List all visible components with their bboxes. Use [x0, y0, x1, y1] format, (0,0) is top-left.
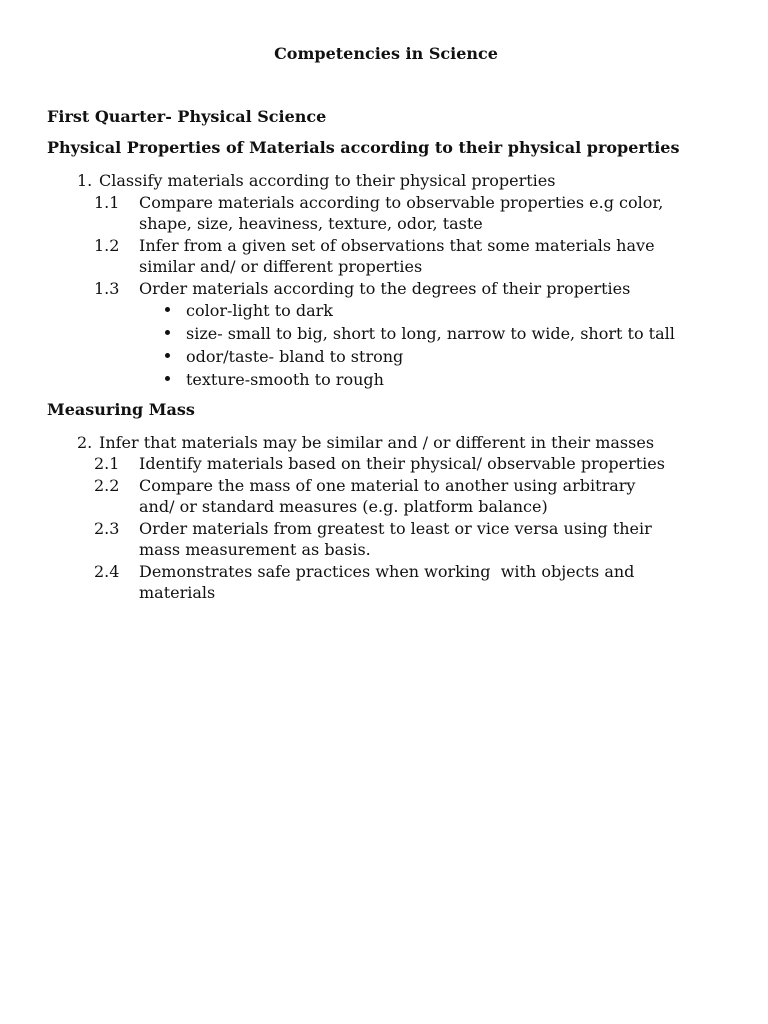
- section1-heading: Physical Properties of Materials according to their physical properties: [47, 138, 680, 157]
- subitem-2-4-line-1: Demonstrates safe practices when working with objects and: [139, 562, 635, 581]
- subitem-2-2-number: 2.2: [94, 476, 120, 495]
- subitem-2-4-line-2: materials: [139, 583, 216, 602]
- subitem-1-1-line-1: Compare materials according to observable properties e.g color,: [139, 193, 664, 212]
- subitem-2-1-number: 2.1: [94, 454, 120, 473]
- subitem-2-4-number: 2.4: [94, 562, 120, 581]
- subitem-2-2-line-1: Compare the mass of one material to another using arbitrary: [139, 476, 636, 495]
- subitem-1-3-line-1: Order materials according to the degrees of their properties: [139, 279, 631, 298]
- subitem-1-2-number: 1.2: [94, 236, 120, 255]
- document-title: Competencies in Science: [274, 44, 498, 63]
- subitem-2-3-number: 2.3: [94, 519, 120, 538]
- bullet-item: color-light to dark: [186, 301, 333, 320]
- item-1-number: 1.: [77, 171, 93, 190]
- subitem-1-3-number: 1.3: [94, 279, 120, 298]
- subitem-1-2-line-1: Infer from a given set of observations that some materials have: [139, 236, 655, 255]
- quarter-heading: First Quarter- Physical Science: [47, 107, 327, 126]
- bullet-item: size- small to big, short to long, narrow to wide, short to tall: [186, 324, 675, 343]
- subitem-1-1-number: 1.1: [94, 193, 120, 212]
- subitem-2-3-line-2: mass measurement as basis.: [139, 540, 371, 559]
- bullet-marker: [165, 330, 170, 335]
- subitem-1-1-line-2: shape, size, heaviness, texture, odor, taste: [139, 214, 483, 233]
- subitem-1-2-line-2: similar and/ or different properties: [139, 257, 423, 276]
- subitem-2-1-line-1: Identify materials based on their physical/ observable properties: [139, 454, 665, 473]
- section2-heading: Measuring Mass: [47, 400, 195, 419]
- item-2-number: 2.: [77, 433, 93, 452]
- bullet-item: odor/taste- bland to strong: [186, 347, 404, 366]
- bullet-marker: [165, 376, 170, 381]
- item-2-text: Infer that materials may be similar and / or different in their masses: [99, 433, 655, 452]
- subitem-2-3-line-1: Order materials from greatest to least or vice versa using their: [139, 519, 652, 538]
- bullet-marker: [165, 307, 170, 312]
- bullet-item: texture-smooth to rough: [186, 370, 384, 389]
- subitem-2-2-line-2: and/ or standard measures (e.g. platform balance): [139, 497, 548, 516]
- bullet-marker: [165, 353, 170, 358]
- item-1-text: Classify materials according to their physical properties: [99, 171, 556, 190]
